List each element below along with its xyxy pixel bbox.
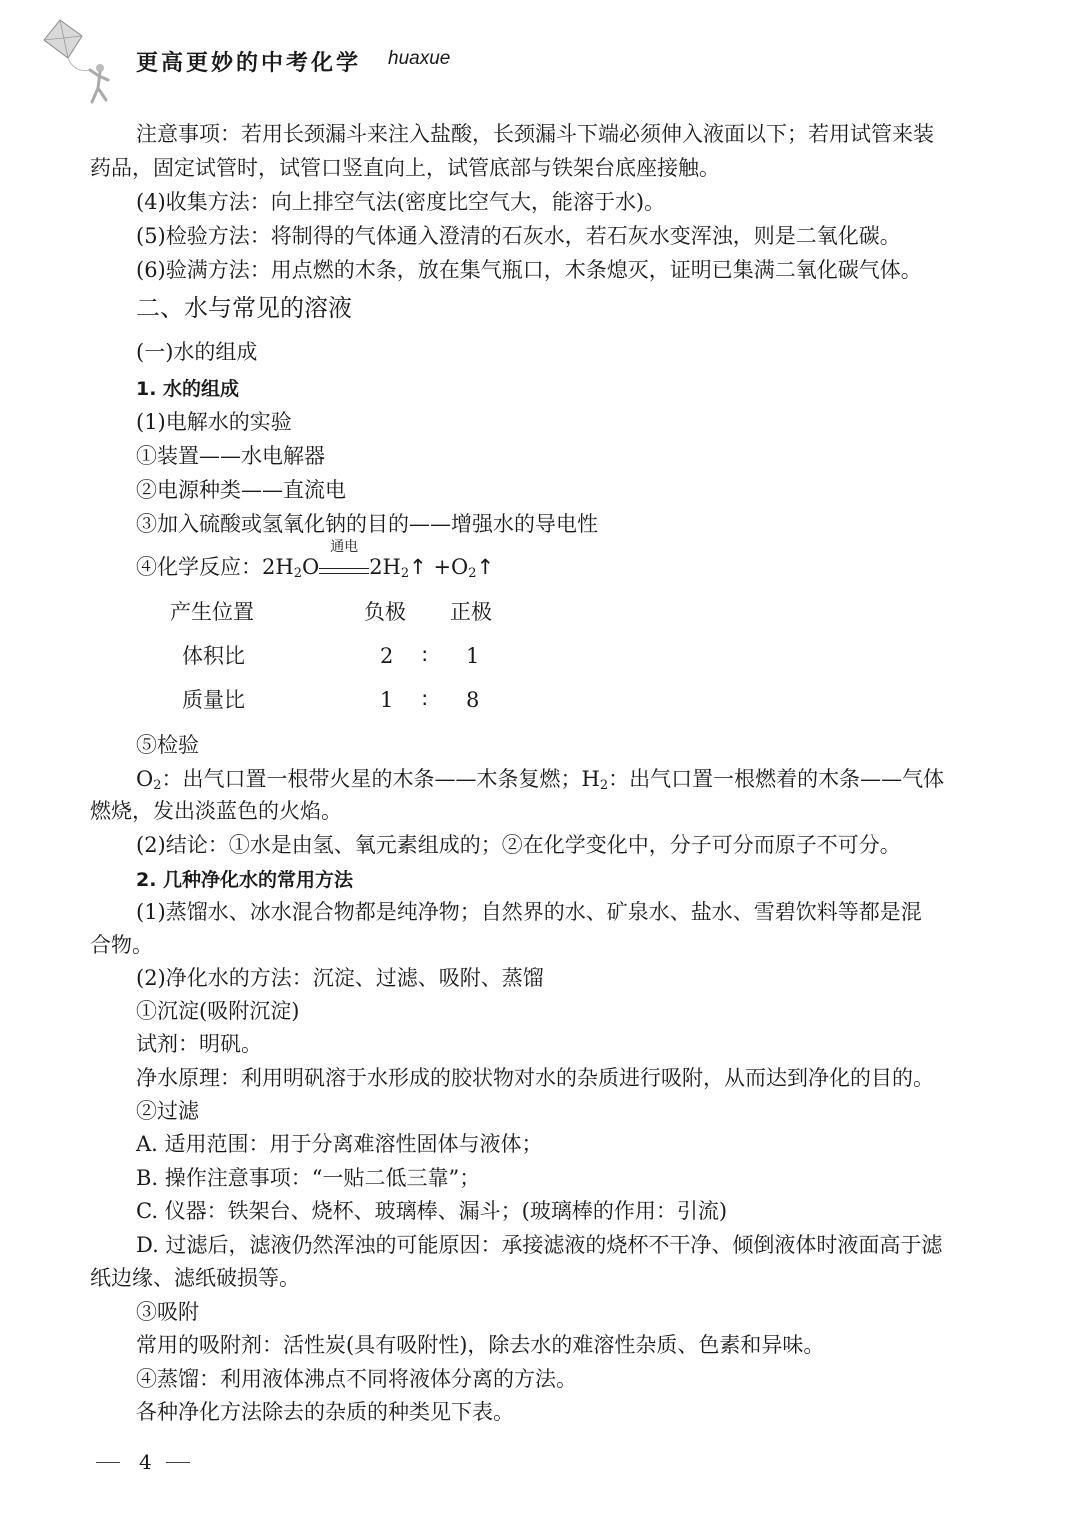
text-line: ②电源种类——直流电 [136,478,346,502]
chemical-equation: ④化学反应：$2H_2O$ 通电 $2H_2↑$ $+O_2↑$ [136,539,495,581]
text-line: 药品，固定试管时，试管口竖直向上，试管底部与铁架台底座接触。 [90,156,720,180]
table-header-position: 产生位置 [170,600,254,624]
book-subtitle: huaxue [388,48,451,69]
text-line: ①沉淀(吸附沉淀) [136,999,300,1023]
text-line: ④蒸馏：利用液体沸点不同将液体分离的方法。 [136,1367,577,1391]
text-line: C. 仪器：铁架台、烧杯、玻璃棒、漏斗；(玻璃棒的作用：引流) [136,1199,728,1223]
text-line: 纸边缘、滤纸破损等。 [90,1266,300,1290]
text-line: ③加入硫酸或氢氧化钠的目的——增强水的导电性 [136,512,598,536]
text-line: 合物。 [90,933,153,957]
subsection-heading: (一)水的组成 [136,340,258,364]
table-row-label: 体积比 [182,644,245,668]
text-line: ③吸附 [136,1300,199,1324]
text-line: (1)电解水的实验 [136,410,292,434]
text-line: 常用的吸附剂：活性炭(具有吸附性)，除去水的难溶性杂质、色素和异味。 [136,1333,825,1357]
table-cell: 8 [466,688,480,712]
topic-heading: 2. 几种净化水的常用方法 [136,869,354,891]
table-header-positive: 正极 [450,600,492,624]
text-line: (2)净化水的方法：沉淀、过滤、吸附、蒸馏 [136,966,544,990]
table-cell: 1 [466,644,480,668]
text-line: A. 适用范围：用于分离难溶性固体与液体； [136,1132,543,1156]
text-line: ②过滤 [136,1099,199,1123]
table-header-negative: 负极 [364,600,406,624]
text-line: 注意事项：若用长颈漏斗来注入盐酸，长颈漏斗下端必须伸入液面以下；若用试管来装 [136,122,934,146]
text-line: ①装置——水电解器 [136,444,325,468]
text-line: (1)蒸馏水、冰水混合物都是纯净物；自然界的水、矿泉水、盐水、雪碧饮料等都是混 [136,900,922,924]
text-line: D. 过滤后，滤液仍然浑浊的可能原因：承接滤液的烧杯不干净、倾倒液体时液面高于滤 [136,1233,943,1257]
kite-boy-icon [30,18,130,108]
text-line: (2)结论：①水是由氢、氧元素组成的；②在化学变化中，分子可分而原子不可分。 [136,833,901,857]
reaction-condition [319,539,369,574]
text-line: (5)检验方法：将制得的气体通入澄清的石灰水，若石灰水变浑浊，则是二氧化碳。 [136,224,901,248]
topic-heading: 1. 水的组成 [136,378,240,400]
gas-arrow-icon: ↑ [476,555,495,579]
text-line: (4)收集方法：向上排空气法(密度比空气大，能溶于水)。 [136,190,666,214]
equation-label: ④化学反应： [136,555,262,579]
section-heading: 二、水与常见的溶液 [136,294,352,322]
table-cell: 2 [380,644,394,668]
gas-arrow-icon: ↑ [409,555,427,579]
table-cell: 1 [380,688,394,712]
page-header [0,0,1080,110]
text-line: $O_2$：出气口置一根带火星的木条——木条复燃；$H_2$：出气口置一根燃着的木条——气体 [136,767,945,793]
condition-label: 通电 [330,539,359,555]
text-line: 各种净化方法除去的杂质的种类见下表。 [136,1400,514,1424]
footer-dash [96,1462,120,1463]
text-line: (6)验满方法：用点燃的木条，放在集气瓶口，木条熄灭，证明已集满二氧化碳气体。 [136,258,922,282]
table-row-label: 质量比 [182,688,245,712]
text-line: 试剂：明矾。 [136,1032,262,1056]
text-line: B. 操作注意事项：“一贴二低三靠”； [136,1166,481,1190]
table-cell: ∶ [422,688,428,712]
book-title: 更高更妙的中考化学 [136,51,362,76]
table-cell: ∶ [422,644,428,668]
text-line: ⑤检验 [136,733,199,757]
footer-dash [166,1462,190,1463]
text-line: 燃烧，发出淡蓝色的火焰。 [90,799,342,823]
page-number: 4 [139,1450,152,1474]
text-line: 净水原理：利用明矾溶于水形成的胶状物对水的杂质进行吸附，从而达到净化的目的。 [136,1066,934,1090]
